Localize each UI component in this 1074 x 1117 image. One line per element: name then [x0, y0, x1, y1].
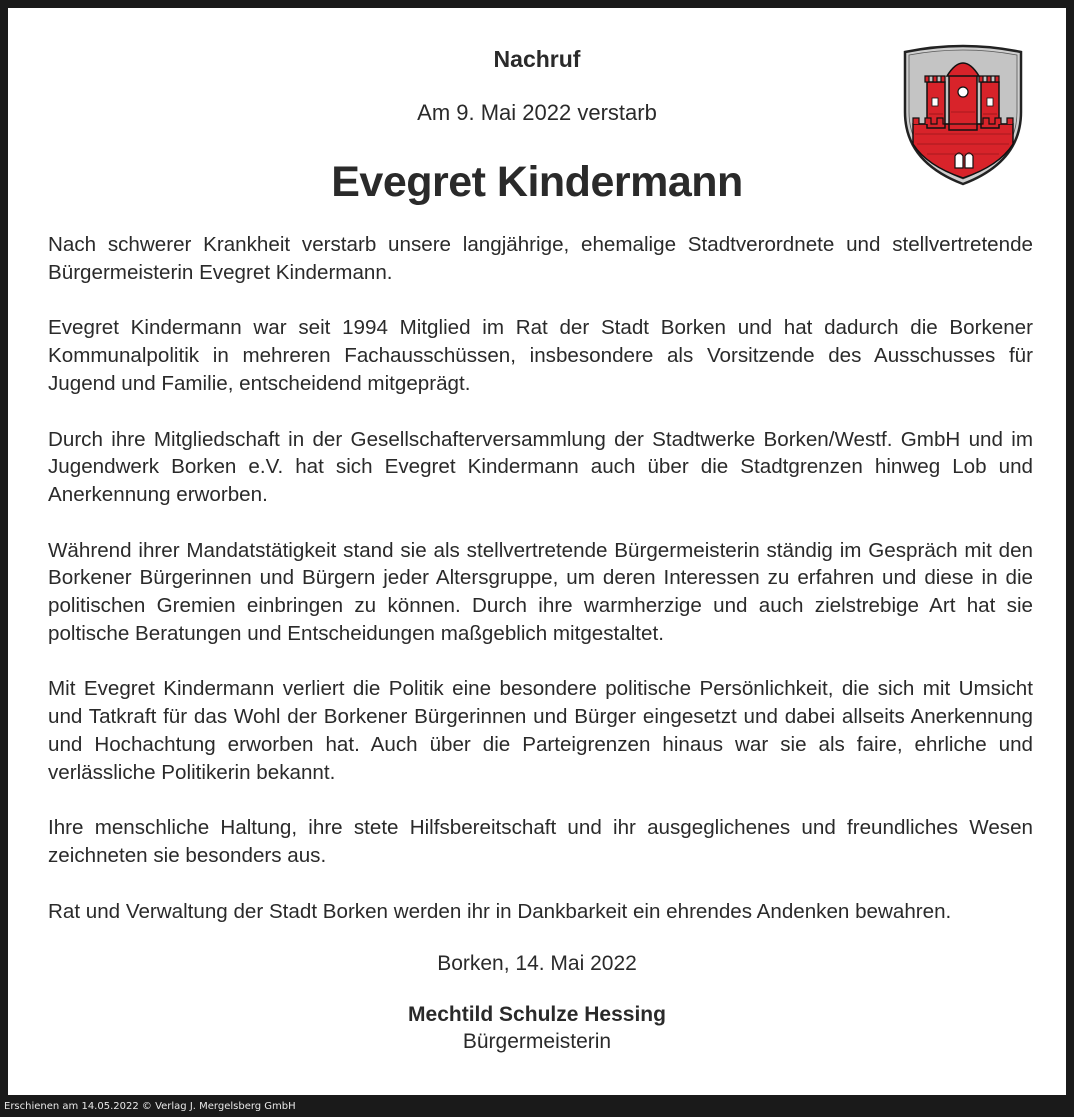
paragraph: Nach schwerer Krankheit verstarb unsere langjährige, ehemalige Stadtverordnete und stellvertretende Bürgermeisterin Evegret Kindermann. — [48, 233, 1033, 284]
obituary-page — [8, 8, 1066, 1095]
paragraph: Mit Evegret Kindermann verliert die Politik eine besondere politische Persönlichkeit, die sich mit Umsicht und Tatkraft für das Wohl der Borkener Bürgerinnen und Bürger eingesetzt und dabei allseits Anerkennung und Hochachtung erworben hat. Auch über die Parteigrenzen hinaus war sie als faire, ehrliche und verlässliche Politikerin bekannt. — [48, 677, 1033, 784]
signer-role: Bürgermeisterin — [462, 1030, 612, 1053]
paragraph: Während ihrer Mandatstätigkeit stand sie als stellvertretende Bürgermeisterin ständig im Gespräch mit den Borkener Bürgerinnen und Bürgern jeder Altersgruppe, um deren Interessen zu erfahren und diese in die politischen Gremien einbringen zu können. Durch ihre warmherzige und auch zielstrebige Art hat sie poltische Beratungen und Entscheidungen maßgeblich mitgestaltet. — [48, 538, 1033, 645]
paragraph: Ihre menschliche Haltung, ihre stete Hilfsbereitschaft und ihr ausgeglichenes und freundliches Wesen zeichneten sie besonders aus. — [48, 816, 1033, 867]
paragraph: Durch ihre Mitgliedschaft in der Gesellschafterversammlung der Stadtwerke Borken/Westf. GmbH und im Jugendwerk Borken e.V. hat sich Evegret Kindermann auch über die Stadtgrenzen hinweg Lob und Anerkennung erworben. — [48, 427, 1033, 506]
obituary-title: Nachruf — [493, 46, 581, 72]
paragraph: Evegret Kindermann war seit 1994 Mitglied im Rat der Stadt Borken und hat dadurch die Borkener Kommunalpolitik in mehreren Fachausschüssen, insbesondere als Vorsitzende des Ausschusses für Jugend und Familie, entscheidend mitgeprägt. — [48, 316, 1033, 395]
paragraph: Rat und Verwaltung der Stadt Borken werden ihr in Dankbarkeit ein ehrendes Andenken bewahren. — [48, 899, 952, 923]
obituary-body — [48, 231, 1033, 953]
deceased-name: Evegret Kindermann — [331, 158, 743, 206]
publication-footer: Erschienen am 14.05.2022 © Verlag J. Mergelsberg GmbH — [4, 1101, 296, 1112]
signer-name: Mechtild Schulze Hessing — [408, 1003, 666, 1026]
death-announcement: Am 9. Mai 2022 verstarb — [417, 100, 657, 125]
place-date: Borken, 14. Mai 2022 — [437, 952, 637, 975]
